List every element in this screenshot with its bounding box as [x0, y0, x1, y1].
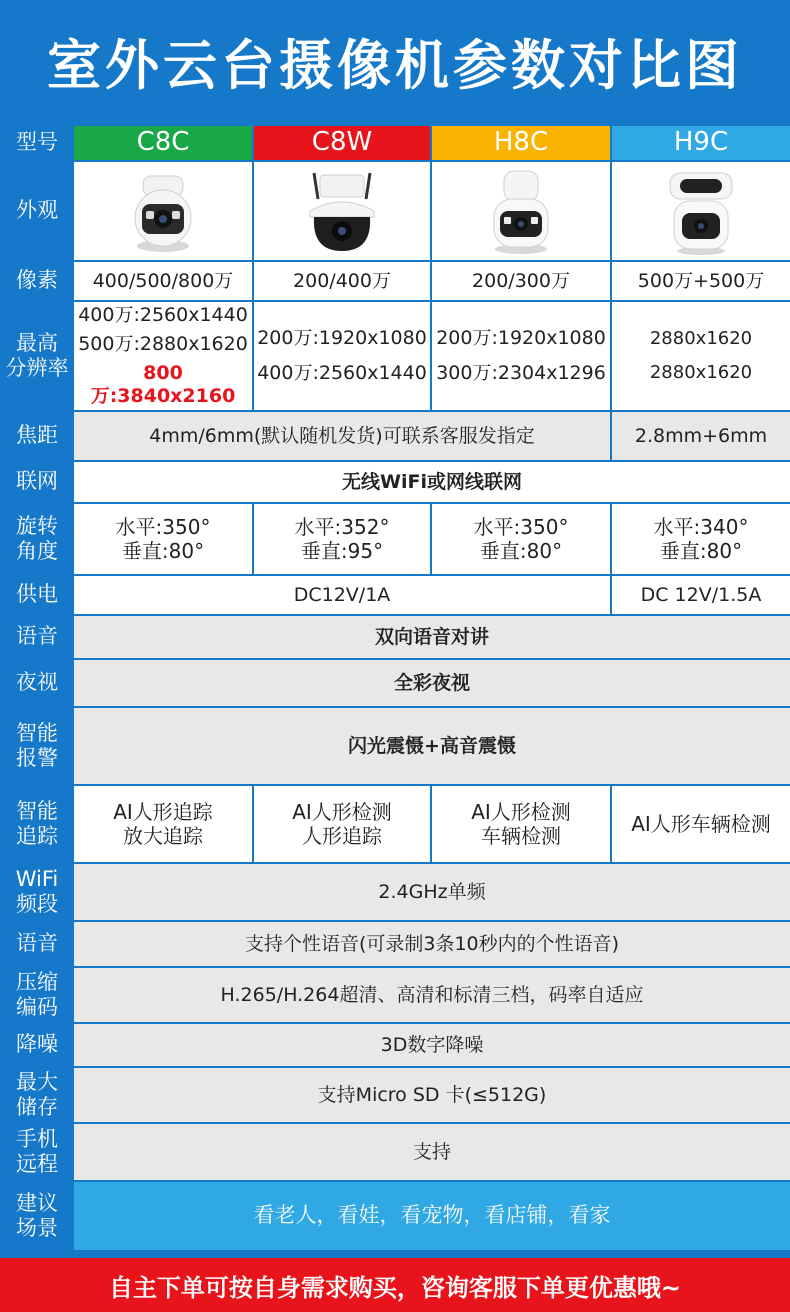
label-look: 外观 [1, 161, 73, 261]
label-rotation-line2: 角度 [16, 539, 58, 563]
footer-banner: 自主下单可按自身需求购买，咨询客服下单更优惠哦~ [0, 1258, 790, 1312]
voice-value: 双向语音对讲 [73, 615, 790, 659]
storage-value: 支持Micro SD 卡(≤512G) [73, 1067, 790, 1123]
row-pixel [1, 261, 790, 301]
pixel-c8c: 400/500/800万 [73, 261, 253, 301]
tracking-c8c [73, 785, 253, 863]
label-resolution [1, 301, 73, 411]
row-network [1, 461, 790, 503]
pixel-c8w: 200/400万 [253, 261, 431, 301]
label-custom-voice: 语音 [1, 921, 73, 967]
alarm-value: 闪光震慑+高音震慑 [73, 707, 790, 785]
tracking-h8c-line: AI人形检测 [471, 800, 571, 824]
label-remote [1, 1123, 73, 1181]
tracking-c8w-line: AI人形检测 [292, 800, 392, 824]
image-h8c [431, 161, 611, 261]
label-tracking [1, 785, 73, 863]
focal-h9c: 2.8mm+6mm [611, 411, 790, 461]
rotation-c8c-v: 垂直:80° [121, 539, 205, 563]
resolution-c8c-line: 800万:3840x2160 [90, 362, 236, 407]
camera-c8w-image [292, 165, 392, 257]
image-c8c [73, 161, 253, 261]
row-look [1, 161, 790, 261]
rotation-h8c-v: 垂直:80° [479, 539, 563, 563]
camera-h8c-image [476, 165, 566, 257]
noise-value: 3D数字降噪 [73, 1023, 790, 1067]
row-tracking [1, 785, 790, 863]
label-wifi-line2: 频段 [16, 892, 58, 916]
tracking-h8c [431, 785, 611, 863]
network-value: 无线WiFi或网线联网 [73, 461, 790, 503]
label-focal: 焦距 [1, 411, 73, 461]
tracking-c8c-line: AI人形追踪 [113, 800, 213, 824]
row-resolution [1, 301, 790, 411]
row-alarm [1, 707, 790, 785]
tracking-h9c: AI人形车辆检测 [611, 785, 790, 863]
resolution-h9c [611, 301, 790, 411]
label-alarm-line1: 智能 [16, 720, 58, 745]
tracking-c8w [253, 785, 431, 863]
rotation-c8c-h: 水平:350° [115, 515, 211, 539]
tracking-c8c-line: 放大追踪 [123, 824, 203, 848]
row-scene [1, 1181, 790, 1251]
label-remote-line2: 远程 [16, 1152, 58, 1176]
label-rotation-line1: 旋转 [16, 513, 58, 538]
resolution-c8c-line: 500万:2880x1620 [78, 333, 248, 356]
pixel-h8c: 200/300万 [431, 261, 611, 301]
row-custom-voice [1, 921, 790, 967]
row-wifi [1, 863, 790, 921]
resolution-h8c-line: 300万:2304x1296 [436, 362, 606, 384]
model-c8w: C8W [253, 125, 431, 161]
night-value: 全彩夜视 [73, 659, 790, 707]
row-storage [1, 1067, 790, 1123]
label-resolution-line1: 最高 [16, 330, 58, 355]
scene-value: 看老人，看娃，看宠物，看店铺，看家 [73, 1181, 790, 1251]
resolution-h9c-line: 2880x1620 [649, 328, 753, 350]
resolution-h8c-line: 200万:1920x1080 [436, 327, 606, 350]
power-main: DC12V/1A [73, 575, 611, 615]
label-scene [1, 1181, 73, 1251]
row-remote [1, 1123, 790, 1181]
resolution-h8c [431, 301, 611, 411]
spec-table [0, 124, 790, 1252]
resolution-c8w [253, 301, 431, 411]
resolution-c8w-line: 400万:2560x1440 [257, 362, 427, 384]
image-h9c [611, 161, 790, 261]
model-h9c: H9C [611, 125, 790, 161]
row-rotation [1, 503, 790, 575]
label-tracking-line1: 智能 [16, 798, 58, 823]
label-tracking-line2: 追踪 [16, 824, 58, 848]
label-pixel: 像素 [1, 261, 73, 301]
label-noise: 降噪 [1, 1023, 73, 1067]
row-noise [1, 1023, 790, 1067]
remote-value: 支持 [73, 1123, 790, 1181]
rotation-h8c-h: 水平:350° [473, 515, 569, 539]
row-focal [1, 411, 790, 461]
resolution-c8w-line: 200万:1920x1080 [257, 327, 427, 350]
label-codec [1, 967, 73, 1023]
label-network: 联网 [1, 461, 73, 503]
camera-c8c-image [118, 166, 208, 256]
rotation-c8w-v: 垂直:95° [300, 539, 384, 563]
rotation-h9c [611, 503, 790, 575]
model-c8c: C8C [73, 125, 253, 161]
label-storage [1, 1067, 73, 1123]
rotation-c8w-h: 水平:352° [294, 515, 390, 539]
tracking-c8w-line: 人形追踪 [302, 824, 382, 848]
rotation-c8w [253, 503, 431, 575]
image-c8w [253, 161, 431, 261]
label-remote-line1: 手机 [16, 1126, 58, 1151]
resolution-c8c [73, 301, 253, 411]
rotation-h9c-v: 垂直:80° [659, 539, 743, 563]
label-storage-line2: 储存 [16, 1095, 58, 1119]
row-power [1, 575, 790, 615]
power-h9c: DC 12V/1.5A [611, 575, 790, 615]
focal-main: 4mm/6mm(默认随机发货)可联系客服发指定 [73, 411, 611, 461]
pixel-h9c: 500万+500万 [611, 261, 790, 301]
row-model [1, 125, 790, 161]
label-wifi [1, 863, 73, 921]
model-h8c: H8C [431, 125, 611, 161]
rotation-h8c [431, 503, 611, 575]
resolution-c8c-line: 400万:2560x1440 [78, 304, 248, 327]
label-codec-line2: 编码 [16, 995, 58, 1019]
label-alarm-line2: 报警 [16, 746, 58, 770]
rotation-h9c-h: 水平:340° [653, 515, 749, 539]
camera-h9c-image [656, 165, 746, 257]
label-wifi-line1: WiFi [15, 866, 59, 891]
label-power: 供电 [1, 575, 73, 615]
rotation-c8c [73, 503, 253, 575]
label-rotation [1, 503, 73, 575]
label-scene-line1: 建议 [16, 1190, 58, 1215]
label-alarm [1, 707, 73, 785]
page-title: 室外云台摄像机参数对比图 [0, 0, 790, 122]
row-voice [1, 615, 790, 659]
wifi-value: 2.4GHz单频 [73, 863, 790, 921]
label-codec-line1: 压缩 [16, 969, 58, 994]
custom-voice-value: 支持个性语音(可录制3条10秒内的个性语音) [73, 921, 790, 967]
row-night [1, 659, 790, 707]
label-voice: 语音 [1, 615, 73, 659]
tracking-h8c-line: 车辆检测 [481, 824, 561, 848]
codec-value: H.265/H.264超清、高清和标清三档，码率自适应 [73, 967, 790, 1023]
label-model: 型号 [1, 125, 73, 161]
resolution-h9c-line: 2880x1620 [649, 362, 753, 383]
label-storage-line1: 最大 [16, 1069, 58, 1094]
label-resolution-line2: 分辨率 [5, 356, 69, 380]
label-night: 夜视 [1, 659, 73, 707]
row-codec [1, 967, 790, 1023]
label-scene-line2: 场景 [16, 1216, 58, 1240]
